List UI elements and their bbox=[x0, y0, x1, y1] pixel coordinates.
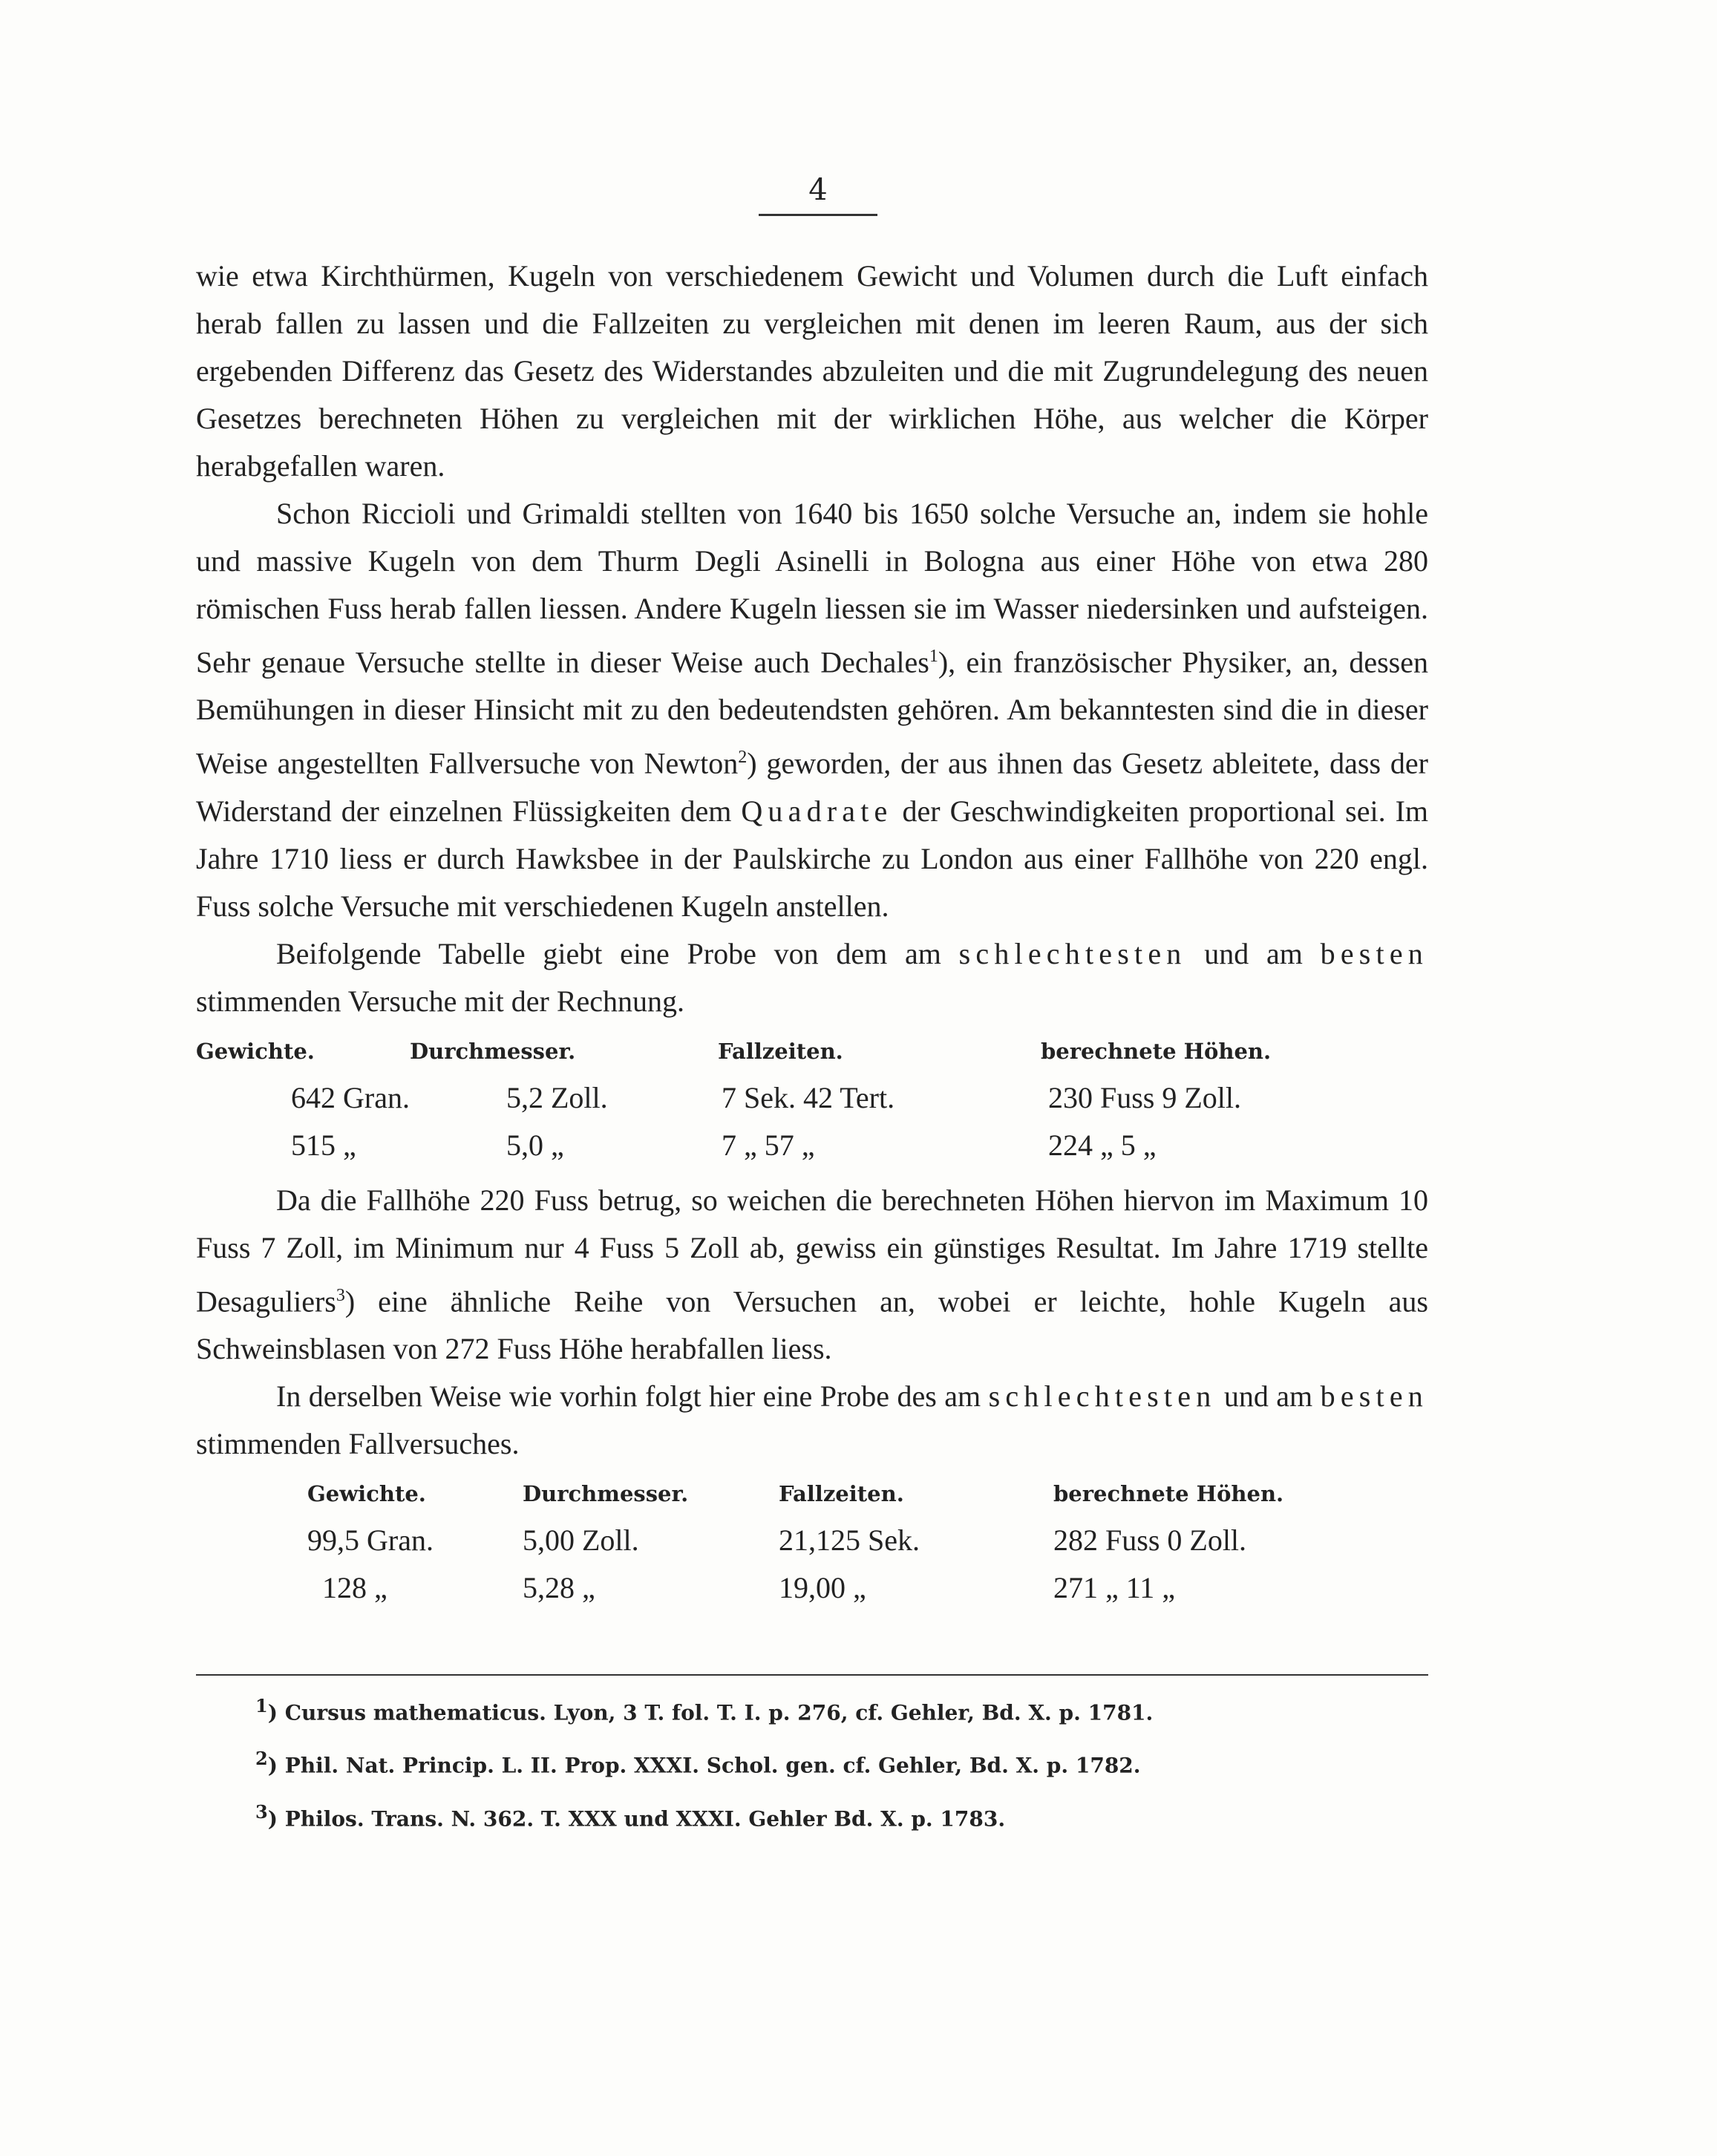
footnote-text: ) Cursus mathematicus. Lyon, 3 T. fol. T. I. p. 276, cf. Gehler, Bd. X. p. 1781. bbox=[267, 1700, 1154, 1725]
table-cell: 7 „ 57 „ bbox=[721, 1128, 815, 1162]
footnote-ref-3: 3 bbox=[336, 1285, 345, 1305]
table-cell: 230 Fuss 9 Zoll. bbox=[1047, 1080, 1242, 1114]
emphasis-schlechtesten-2: schlechtesten bbox=[988, 1379, 1217, 1413]
table-2-header-falltime: Fallzeiten. bbox=[779, 1480, 904, 1506]
table-2-header-weight: Gewichte. bbox=[307, 1480, 426, 1506]
paragraph-4-part-2: ) eine ähnliche Reihe von Versuchen an, wobei er leichte, hohle Kugeln aus Schweinsblasen von 272 Fuss Höhe herabfallen liess. bbox=[196, 1284, 1428, 1365]
table-2-header-diameter: Durchmesser. bbox=[523, 1480, 689, 1506]
body-text bbox=[196, 252, 1428, 1619]
table-row bbox=[196, 1564, 1428, 1612]
table-cell: 128 „ bbox=[322, 1570, 387, 1604]
table-cell: 5,00 Zoll. bbox=[523, 1523, 639, 1557]
table-cell: 271 „ 11 „ bbox=[1053, 1570, 1176, 1604]
footnote-mark: 2 bbox=[255, 1748, 268, 1770]
footnote-ref-1: 1 bbox=[929, 647, 938, 666]
footnote-mark: 1 bbox=[255, 1695, 268, 1716]
table-1-header-falltime: Fallzeiten. bbox=[717, 1038, 843, 1064]
table-cell: 21,125 Sek. bbox=[779, 1523, 920, 1557]
paragraph-2-part-1: Schon Riccioli und Grimaldi stellten von 1640 bis 1650 solche Versuche an, indem sie hohle und massive Kugeln von dem Thurm Degli Asinelli in Bologna aus einer Höhe von etwa 280 römischen Fuss herab fallen liessen. Andere Kugeln liessen sie im Wasser niedersinken und aufsteigen. Sehr genaue Versuche stellte in dieser Weise auch Dechales bbox=[196, 497, 1428, 679]
table-1 bbox=[196, 1028, 1428, 1169]
paragraph-3 bbox=[196, 930, 1428, 1025]
paragraph-2-part-3: ) geworden, der aus ihnen das Gesetz ableitete, dass der Widerstand der einzelnen Flüssigkeiten dem bbox=[196, 746, 1428, 828]
paragraph-2 bbox=[196, 490, 1428, 930]
table-cell: 5,2 Zoll. bbox=[506, 1080, 608, 1114]
footnotes bbox=[196, 1674, 1428, 1842]
table-row bbox=[196, 1074, 1428, 1122]
table-cell: 19,00 „ bbox=[779, 1570, 866, 1604]
emphasis-schlechtesten-1: schlechtesten bbox=[958, 936, 1187, 970]
paragraph-5-part-3: stimmenden Fallversuches. bbox=[196, 1426, 520, 1460]
emphasis-besten-2: besten bbox=[1320, 1379, 1429, 1413]
paragraph-1: wie etwa Kirchthürmen, Kugeln von verschiedenem Gewicht und Volumen durch die Luft einfach herab fallen zu lassen und die Fallzeiten zu vergleichen mit denen im leeren Raum, aus der sich ergebenden Differenz das Gesetz des Widerstandes abzuleiten und die mit Zugrundelegung des neuen Gesetzes berechneten Höhen zu vergleichen mit der wirklichen Höhe, aus welcher die Körper herabgefallen waren. bbox=[196, 259, 1428, 483]
table-row bbox=[196, 1122, 1428, 1169]
table-cell: 5,0 „ bbox=[506, 1128, 564, 1162]
table-1-header-diameter: Durchmesser. bbox=[409, 1038, 576, 1064]
table-cell: 282 Fuss 0 Zoll. bbox=[1053, 1523, 1247, 1557]
table-1-header-height: berechnete Höhen. bbox=[1040, 1038, 1272, 1064]
table-2 bbox=[196, 1471, 1428, 1612]
paragraph-3-part-1: Beifolgende Tabelle giebt eine Probe von dem am bbox=[276, 936, 941, 970]
paragraph-3-part-2: und am bbox=[1204, 936, 1303, 970]
table-2-header-row bbox=[196, 1471, 1428, 1517]
footnote-text: ) Philos. Trans. N. 362. T. XXX und XXXI. Gehler Bd. X. p. 1783. bbox=[267, 1806, 1006, 1831]
footnote-3 bbox=[196, 1789, 1428, 1842]
table-2-header-height: berechnete Höhen. bbox=[1053, 1480, 1284, 1506]
table-1-header-row bbox=[196, 1028, 1428, 1074]
footnote-ref-2: 2 bbox=[738, 748, 748, 768]
table-cell: 7 Sek. 42 Tert. bbox=[721, 1080, 895, 1114]
footnote-1 bbox=[196, 1683, 1428, 1736]
table-1-header-weight: Gewichte. bbox=[196, 1038, 315, 1064]
table-cell: 99,5 Gran. bbox=[307, 1523, 434, 1557]
footnote-text: ) Phil. Nat. Princip. L. II. Prop. XXXI. Schol. gen. cf. Gehler, Bd. X. p. 1782. bbox=[267, 1753, 1141, 1778]
footnote-mark: 3 bbox=[255, 1800, 268, 1823]
paragraph-2-part-4: der Geschwindigkeiten proportional sei. Im Jahre 1710 liess er durch Hawksbee in der Paulskirche zu London aus einer Fallhöhe von 220 engl. Fuss solche Versuche mit verschiedenen Kugeln anstellen. bbox=[196, 794, 1429, 923]
table-cell: 224 „ 5 „ bbox=[1047, 1128, 1157, 1162]
paragraph-5-part-1: In derselben Weise wie vorhin folgt hier eine Probe des am bbox=[276, 1379, 981, 1413]
paragraph-2-part-2: ), ein französischer Physiker, an, dessen Bemühungen in dieser Hinsicht mit zu den bedeutendsten gehören. Am bekanntesten sind die in dieser Weise angestellten Fallversuche von Newton bbox=[196, 645, 1428, 780]
emphasis-quadrate: Quadrate bbox=[741, 794, 893, 828]
table-cell: 642 Gran. bbox=[291, 1080, 410, 1114]
table-row bbox=[196, 1517, 1428, 1564]
paragraph-4-part-1: Da die Fallhöhe 220 Fuss betrug, so weichen die berechneten Höhen hiervon im Maximum 10 Fuss 7 Zoll, im Minimum nur 4 Fuss 5 Zoll ab, gewiss ein günstiges Resultat. Im Jahre 1719 stellte Desaguliers bbox=[196, 1183, 1428, 1318]
table-cell: 5,28 „ bbox=[523, 1570, 595, 1604]
paragraph-3-part-3: stimmenden Versuche mit der Rechnung. bbox=[196, 984, 685, 1018]
page-number: 4 bbox=[759, 172, 877, 216]
paragraph-5 bbox=[196, 1373, 1428, 1468]
paragraph-4 bbox=[196, 1177, 1428, 1373]
emphasis-besten-1: besten bbox=[1320, 936, 1429, 970]
paragraph-5-part-2: und am bbox=[1223, 1379, 1313, 1413]
table-cell: 515 „ bbox=[291, 1128, 356, 1162]
footnote-2 bbox=[196, 1736, 1428, 1788]
